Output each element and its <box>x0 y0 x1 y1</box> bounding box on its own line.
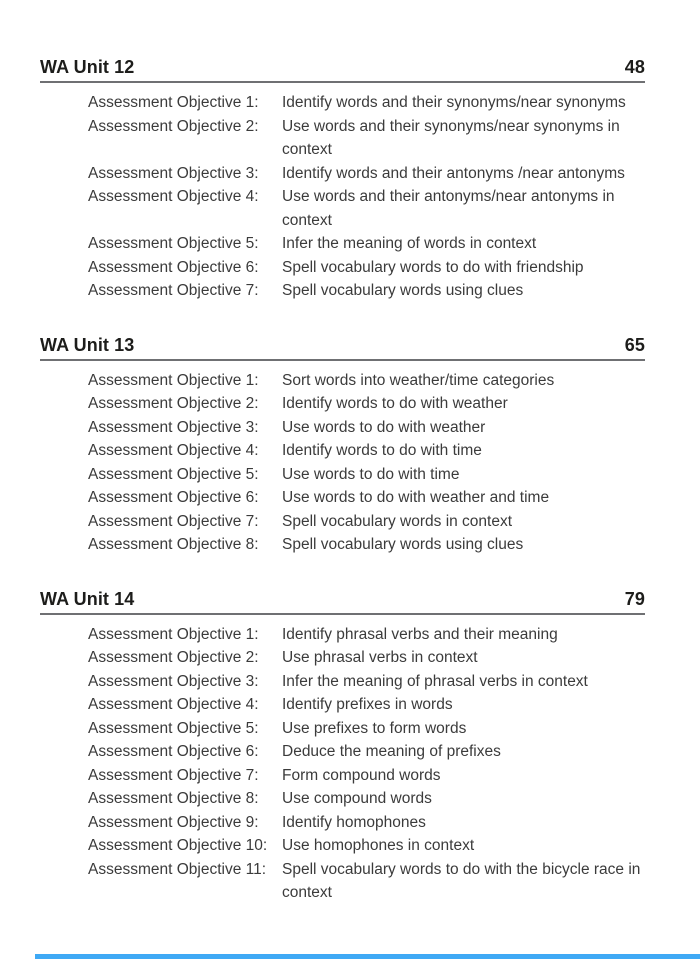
objective-text: Infer the meaning of words in context <box>282 235 537 252</box>
objective-row <box>88 232 645 256</box>
objective-text: Identify words and their synonyms/near synonyms <box>282 94 626 111</box>
objective-text: Use words and their antonyms/near antonyms in context <box>282 188 615 229</box>
objective-label: Assessment Objective 10: <box>88 837 268 854</box>
objective-row <box>88 717 645 741</box>
objective-text: Use words to do with weather and time <box>282 489 550 506</box>
objective-label: Assessment Objective 2: <box>88 649 259 666</box>
objective-text: Form compound words <box>282 766 441 784</box>
objective-row <box>88 533 645 557</box>
unit-section <box>40 334 645 557</box>
objective-label: Assessment Objective 5: <box>88 465 259 483</box>
objective-text: Use words and their synonyms/near synonyms in context <box>282 117 620 158</box>
objective-text: Use homophones in context <box>282 837 475 854</box>
objective-label: Assessment Objective 8: <box>88 536 259 553</box>
unit-title: WA Unit 14 <box>40 588 135 609</box>
objective-row <box>88 256 645 280</box>
objective-text: Identify words to do with weather <box>282 395 508 412</box>
objective-text: Deduce the meaning of prefixes <box>282 743 501 760</box>
unit-section <box>40 588 645 905</box>
objective-text: Identify words to do with time <box>282 442 482 459</box>
objective-row <box>88 740 645 764</box>
objective-label: Assessment Objective 3: <box>88 418 259 436</box>
objective-label: Assessment Objective 6: <box>88 258 259 276</box>
unit-title: WA Unit 13 <box>40 334 135 355</box>
objective-row <box>88 162 645 186</box>
objective-text: Use words to do with time <box>282 465 460 483</box>
unit-section <box>40 56 645 303</box>
objective-text: Identify prefixes in words <box>282 696 453 713</box>
objective-text: Spell vocabulary words in context <box>282 512 513 530</box>
unit-page-number: 65 <box>624 334 645 355</box>
objective-row <box>88 439 645 463</box>
objective-label: Assessment Objective 4: <box>88 188 259 205</box>
objective-row <box>88 279 645 303</box>
objective-row <box>88 369 645 393</box>
objective-row <box>88 834 645 858</box>
objective-text: Identify homophones <box>282 813 426 831</box>
objective-label: Assessment Objective 7: <box>88 766 259 784</box>
objective-row <box>88 693 645 717</box>
objective-row <box>88 623 645 647</box>
objective-row <box>88 115 645 162</box>
objective-label: Assessment Objective 4: <box>88 696 259 713</box>
objective-row <box>88 416 645 440</box>
objective-text: Use words to do with weather <box>282 418 486 436</box>
objective-label: Assessment Objective 8: <box>88 790 259 807</box>
objective-label: Assessment Objective 5: <box>88 719 259 737</box>
objective-text: Spell vocabulary words using clues <box>282 282 524 299</box>
objective-label: Assessment Objective 7: <box>88 512 259 530</box>
objective-row <box>88 646 645 670</box>
objective-label: Assessment Objective 2: <box>88 395 259 412</box>
objective-text: Identify phrasal verbs and their meaning <box>282 625 558 643</box>
objective-row <box>88 670 645 694</box>
objective-row <box>88 858 645 905</box>
objectives-list <box>88 91 645 303</box>
objective-text: Spell vocabulary words using clues <box>282 536 524 553</box>
objectives-list <box>88 369 645 557</box>
objective-text: Sort words into weather/time categories <box>282 371 555 389</box>
objective-row <box>88 510 645 534</box>
objective-row <box>88 91 645 115</box>
objective-label: Assessment Objective 3: <box>88 672 259 690</box>
objective-label: Assessment Objective 9: <box>88 813 259 831</box>
objective-text: Spell vocabulary words to do with friendship <box>282 258 584 276</box>
objective-row <box>88 463 645 487</box>
objectives-list <box>88 623 645 905</box>
unit-header <box>40 588 645 615</box>
objective-label: Assessment Objective 1: <box>88 625 259 643</box>
objective-label: Assessment Objective 4: <box>88 442 259 459</box>
objective-row <box>88 486 645 510</box>
objective-text: Use phrasal verbs in context <box>282 649 478 666</box>
objective-label: Assessment Objective 3: <box>88 164 259 182</box>
unit-title: WA Unit 12 <box>40 57 135 77</box>
objective-text: Infer the meaning of phrasal verbs in context <box>282 672 588 690</box>
objective-text: Spell vocabulary words to do with the bicycle race in context <box>282 860 641 901</box>
objective-text: Use prefixes to form words <box>282 719 467 737</box>
unit-header <box>40 334 645 361</box>
objective-text: Use compound words <box>282 790 432 807</box>
objective-text: Identify words and their antonyms /near antonyms <box>282 164 625 182</box>
objective-label: Assessment Objective 6: <box>88 743 259 760</box>
footer-accent-bar <box>35 954 700 959</box>
objective-row <box>88 764 645 788</box>
objective-label: Assessment Objective 6: <box>88 489 259 506</box>
objective-label: Assessment Objective 7: <box>88 282 259 299</box>
unit-page-number: 79 <box>624 588 645 609</box>
unit-page-number: 48 <box>624 57 645 77</box>
units <box>40 56 645 905</box>
objective-label: Assessment Objective 2: <box>88 117 259 135</box>
objective-row <box>88 185 645 232</box>
objective-row <box>88 811 645 835</box>
objective-label: Assessment Objective 1: <box>88 94 259 111</box>
objective-label: Assessment Objective 5: <box>88 235 259 252</box>
unit-header <box>40 56 645 83</box>
objective-row <box>88 787 645 811</box>
objective-row <box>88 392 645 416</box>
objective-label: Assessment Objective 11: <box>88 860 267 878</box>
objective-label: Assessment Objective 1: <box>88 371 259 389</box>
